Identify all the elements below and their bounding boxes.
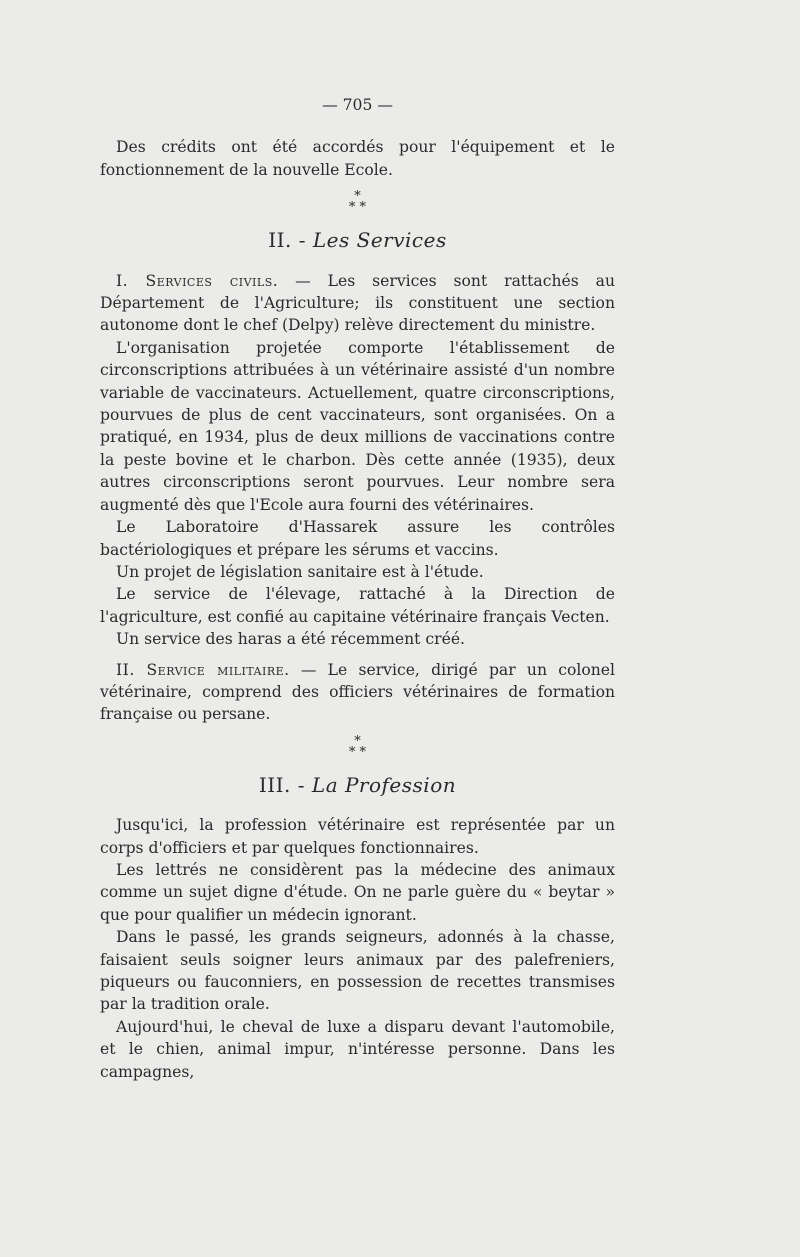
- asterism-2: [100, 733, 615, 760]
- paragraph-haras: Un service des haras a été récemment créé.: [116, 630, 466, 649]
- page-number: — 705 —: [322, 96, 393, 114]
- paragraph-laboratoire: Le Laboratoire d'Hassarek assure les contrôles bactériologiques et prépare les sérums et vaccins.: [100, 518, 615, 559]
- section-number: III. -: [258, 772, 306, 797]
- paragraph-elevage: Le service de l'élevage, rattaché à la Direction de l'agriculture, est confié au capitaine vétérinaire français Vecten.: [100, 585, 615, 626]
- asterism-top: *: [354, 733, 361, 749]
- section-title-services: [100, 229, 615, 251]
- paragraph-lettres: Les lettrés ne considèrent pas la médecine des animaux comme un sujet digne d'étude. On ne parle guère du « beytar » que pour qualifier un médecin ignorant.: [100, 860, 615, 924]
- asterism-top: *: [354, 189, 361, 205]
- asterism-bottom: * *: [348, 200, 367, 216]
- section-title-text: Les Services: [312, 228, 447, 253]
- paragraph-jusquici: Jusqu'ici, la profession vétérinaire est représentée par un corps d'officiers et par quelques fonctionnaires.: [100, 816, 615, 857]
- paragraph-aujourdhui: Aujourd'hui, le cheval de luxe a disparu devant l'automobile, et le chien, animal impur, n'intéresse personne. Dans les campagnes,: [100, 1017, 615, 1081]
- asterism-1: [100, 189, 615, 216]
- section-number: II. -: [268, 228, 307, 253]
- paragraph-service-militaire: [100, 659, 615, 726]
- asterism-bottom: * *: [348, 744, 367, 760]
- section-title-text: La Profession: [311, 772, 457, 797]
- paragraph-services-civils: [100, 270, 615, 337]
- paragraph-organisation: L'organisation projetée comporte l'établissement de circonscriptions attribuées à un vétérinaire assisté d'un nombre variable de vaccinateurs. Actuellement, quatre circonscriptions, pourvues de plus de cent vaccinateurs, sont organisées. On a pratiqué, en 1934, plus de deux millions de vaccinations contre la peste bovine et le charbon. Dès cette année (1935), deux autres circonscriptions seront pourvues. Leur nombre sera augmenté dès que l'Ecole aura fourni des vétérinaires.: [100, 338, 615, 514]
- paragraph-passe: Dans le passé, les grands seigneurs, adonnés à la chasse, faisaient seuls soigner leurs animaux par des palefreniers, piqueurs ou fauconniers, en possession de recettes transmises par la tradition orale.: [100, 928, 615, 1014]
- paragraph-lead: I. Services civils.: [116, 271, 279, 290]
- page-body: [100, 94, 615, 1083]
- paragraph-text: — Les services sont rattachés au Département de l'Agriculture; ils constituent une section autonome dont le chef (Delpy) relève directement du ministre.: [100, 271, 615, 335]
- intro-paragraph: Des crédits ont été accordés pour l'équipement et le fonctionnement de la nouvelle Ecole.: [100, 138, 615, 179]
- paragraph-text: — Le service, dirigé par un colonel vétérinaire, comprend des officiers vétérinaires de formation française ou persane.: [100, 660, 615, 724]
- paragraph-lead: II. Service militaire.: [116, 660, 290, 679]
- paragraph-legislation: Un projet de législation sanitaire est à l'étude.: [116, 562, 484, 581]
- section-title-profession: [100, 774, 615, 796]
